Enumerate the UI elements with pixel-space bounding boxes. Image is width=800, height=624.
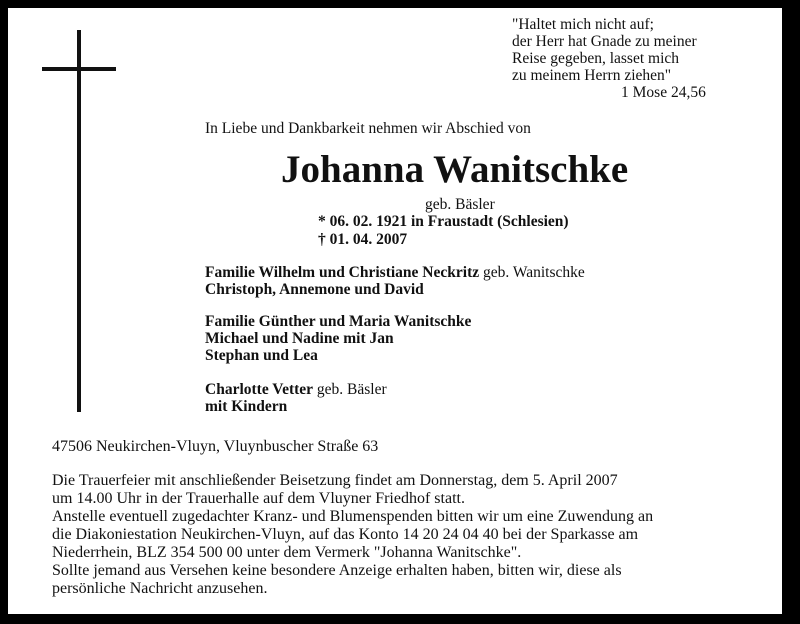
mourner-line: Familie Günther und Maria Wanitschke <box>205 313 472 330</box>
intro-text: In Liebe und Dankbarkeit nehmen wir Abschied von <box>205 120 531 137</box>
quote-line: zu meinem Herrn ziehen" <box>512 67 672 84</box>
mourner-line: mit Kindern <box>205 398 288 415</box>
mourner-line: Michael und Nadine mit Jan <box>205 330 394 347</box>
death-date: † 01. 04. 2007 <box>318 231 408 248</box>
birth-date: * 06. 02. 1921 in Fraustadt (Schlesien) <box>318 213 569 230</box>
notice-line: Anstelle eventuell zugedachter Kranz- und Blumenspenden bitten wir um eine Zuwendung an <box>52 508 654 525</box>
notice-line: Die Trauerfeier mit anschließender Beisetzung findet am Donnerstag, dem 5. April 2007 <box>52 472 618 489</box>
address: 47506 Neukirchen-Vluyn, Vluynbuscher Straße 63 <box>52 438 379 455</box>
mourner-line: Christoph, Annemone und David <box>205 281 424 298</box>
mourner-suffix: geb. Bäsler <box>316 381 387 398</box>
quote-line: Reise gegeben, lasset mich <box>512 50 680 67</box>
notice-line: persönliche Nachricht anzusehen. <box>52 580 268 597</box>
mourner-line: Familie Wilhelm und Christiane Neckritz <box>205 264 480 281</box>
birth-name: geb. Bäsler <box>425 196 495 213</box>
death-notice <box>8 8 782 614</box>
notice-line: um 14.00 Uhr in der Trauerhalle auf dem Vluyner Friedhof statt. <box>52 490 465 507</box>
mourner-line: Stephan und Lea <box>205 347 318 364</box>
quote-line: der Herr hat Gnade zu meiner <box>512 33 697 50</box>
deceased-name: Johanna Wanitschke <box>281 148 629 191</box>
notice-line: Niederrhein, BLZ 354 500 00 unter dem Vermerk "Johanna Wanitschke". <box>52 544 522 561</box>
mourner-suffix: geb. Wanitschke <box>483 264 585 281</box>
quote-line: "Haltet mich nicht auf; <box>512 16 654 33</box>
mourner-line: Charlotte Vetter <box>205 381 314 398</box>
notice-line: Sollte jemand aus Versehen keine besondere Anzeige erhalten haben, bitten wir, diese als <box>52 562 622 579</box>
quote-source: 1 Mose 24,56 <box>621 84 706 101</box>
notice-line: die Diakoniestation Neukirchen-Vluyn, auf das Konto 14 20 24 04 40 bei der Sparkasse am <box>52 526 639 543</box>
